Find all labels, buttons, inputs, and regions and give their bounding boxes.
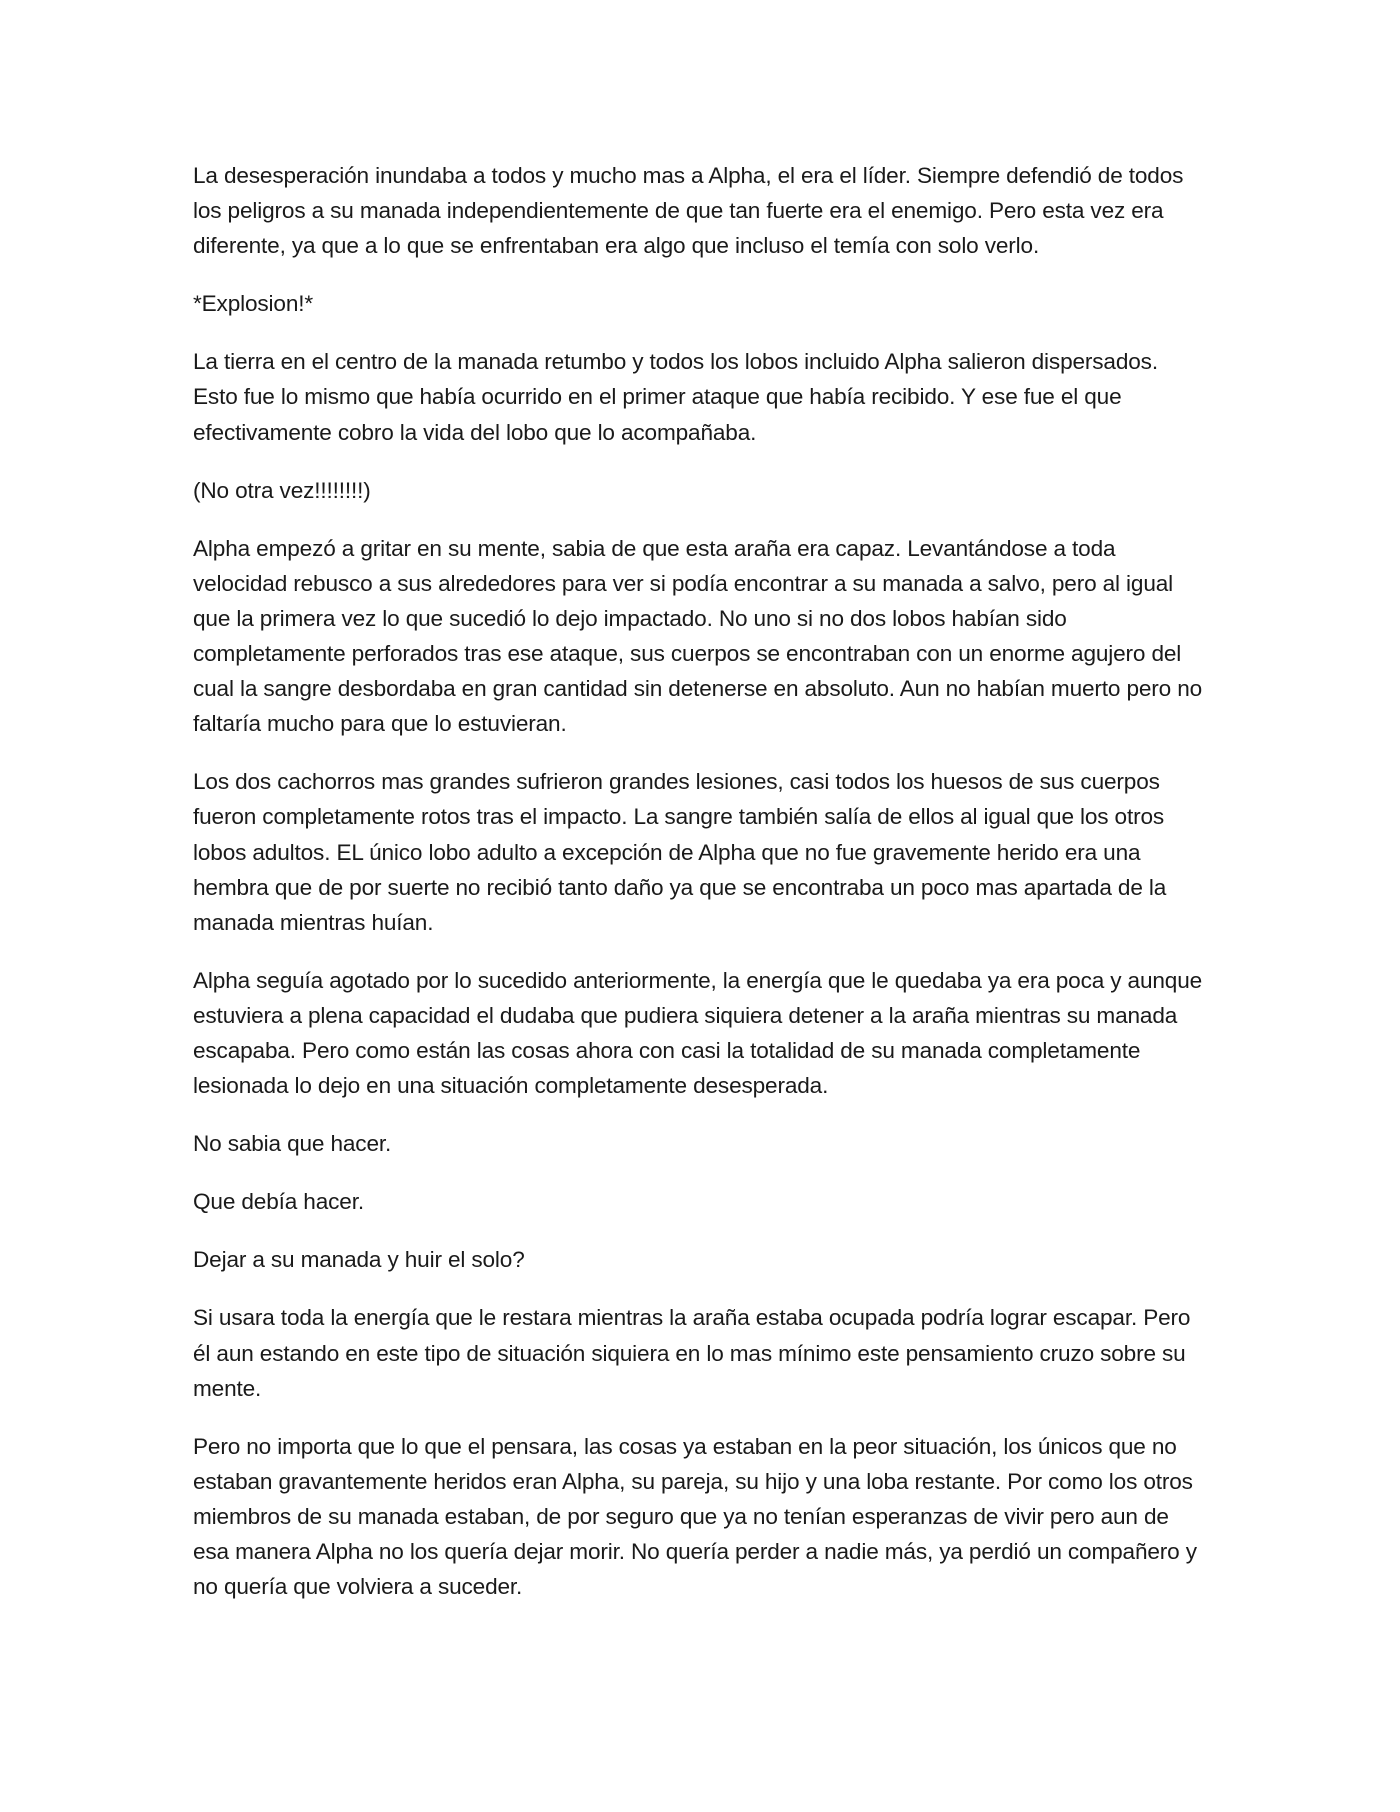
paragraph: La tierra en el centro de la manada retumbo y todos los lobos incluido Alpha salieron dispersados. Esto fue lo mismo que había ocurrido en el primer ataque que había recibido. Y ese fue el que efectivamente cobro la vida del lobo que lo acompañaba. bbox=[193, 349, 1158, 445]
document-body bbox=[193, 158, 1208, 1627]
paragraph: Si usara toda la energía que le restara mientras la araña estaba ocupada podría lograr escapar. Pero él aun estando en este tipo de situación siquiera en lo mas mínimo este pensamiento cruzo sobre su mente. bbox=[193, 1305, 1191, 1401]
paragraph: Pero no importa que lo que el pensara, las cosas ya estaban en la peor situación, los únicos que no estaban gravantemente heridos eran Alpha, su pareja, su hijo y una loba restante. Por como los otros miembros de su manada estaban, de por seguro que ya no tenían esperanzas de vivir pero aun de esa manera Alpha no los quería dejar morir. No quería perder a nadie más, ya perdió un compañero y no quería que volviera a suceder. bbox=[193, 1433, 1197, 1600]
paragraph: Alpha empezó a gritar en su mente, sabia de que esta araña era capaz. Levantándose a toda velocidad rebusco a sus alrededores para ver si podía encontrar a su manada a salvo, pero al igual que la primera vez lo que sucedió lo dejo impactado. No uno si no dos lobos habían sido completamente perforados tras ese ataque, sus cuerpos se encontraban con un enorme agujero del cual la sangre desbordaba en gran cantidad sin detenerse en absoluto. Aun no habían muerto pero no faltaría mucho para que lo estuvieran. bbox=[193, 535, 1203, 737]
paragraph: No sabia que hacer. bbox=[193, 1131, 392, 1157]
paragraph: Los dos cachorros mas grandes sufrieron grandes lesiones, casi todos los huesos de sus cuerpos fueron completamente rotos tras el impacto. La sangre también salía de ellos al igual que los otros lobos adultos. EL único lobo adulto a excepción de Alpha que no fue gravemente herido era una hembra que de por suerte no recibió tanto daño ya que se encontraba un poco mas apartada de la manada mientras huían. bbox=[193, 769, 1167, 935]
paragraph: (No otra vez!!!!!!!!) bbox=[193, 477, 371, 503]
paragraph: Dejar a su manada y huir el solo? bbox=[193, 1247, 525, 1273]
paragraph: Que debía hacer. bbox=[193, 1189, 364, 1215]
paragraph: *Explosion!* bbox=[193, 291, 314, 317]
paragraph: La desesperación inundaba a todos y mucho mas a Alpha, el era el líder. Siempre defendió de todos los peligros a su manada independientemente de que tan fuerte era el enemigo. Pero esta vez era diferente, ya que a lo que se enfrentaban era algo que incluso el temía con solo verlo. bbox=[193, 163, 1184, 259]
paragraph: Alpha seguía agotado por lo sucedido anteriormente, la energía que le quedaba ya era poca y aunque estuviera a plena capacidad el dudaba que pudiera siquiera detener a la araña mientras su manada escapaba. Pero como están las cosas ahora con casi la totalidad de su manada completamente lesionada lo dejo en una situación completamente desesperada. bbox=[193, 967, 1203, 1099]
